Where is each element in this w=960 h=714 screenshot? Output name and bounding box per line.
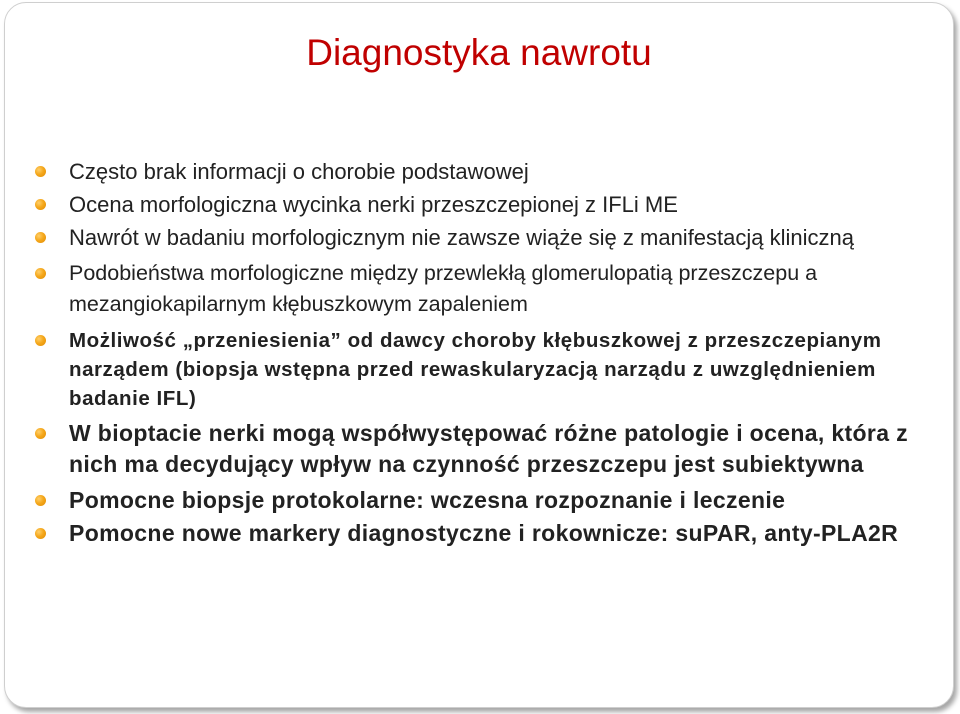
bullet-dot-icon [35,232,46,243]
bullet-dot-icon [35,428,46,439]
bullet-dot-icon [35,166,46,177]
bullet-text: Pomocne biopsje protokolarne: wczesna rozpoznanie i leczenie [69,487,786,513]
bullet-item [33,326,913,413]
bullet-item [33,155,913,188]
bullet-text: Często brak informacji o chorobie podstawowej [69,159,529,184]
bullet-list [33,155,913,549]
bullet-text: Możliwość „przeniesienia” od dawcy choroby kłębuszkowej z przeszczepianym narządem (biopsja wstępna przed rewaskularyzacją narządu z uwzględnieniem badanie IFL) [69,329,882,410]
bullet-item [33,188,913,221]
bullet-text: Ocena morfologiczna wycinka nerki przeszczepionej z IFLi ME [69,192,678,217]
bullet-dot-icon [35,528,46,539]
bullet-item [33,221,913,254]
bullet-dot-icon [35,495,46,506]
bullet-item [33,418,913,480]
bullet-dot-icon [35,199,46,210]
bullet-item [33,485,913,516]
bullet-text: Podobieństwa morfologiczne między przewlekłą glomerulopatią przeszczepu a mezangiokapilarnym kłębuszkowym zapaleniem [69,261,818,316]
slide-title: Diagnostyka nawrotu [306,32,652,73]
bullet-item [33,518,913,549]
bullet-text: W bioptacie nerki mogą współwystępować różne patologie i ocena, która z nich ma decydujący wpływ na czynność przeszczepu jest subiektywna [69,420,908,477]
bullet-text: Pomocne nowe markery diagnostyczne i rokownicze: suPAR, anty-PLA2R [69,520,899,546]
slide [4,2,954,708]
bullet-text: Nawrót w badaniu morfologicznym nie zawsze wiąże się z manifestacją kliniczną [69,225,854,250]
bullet-item [33,258,913,320]
bullet-dot-icon [35,268,46,279]
bullet-dot-icon [35,335,46,346]
